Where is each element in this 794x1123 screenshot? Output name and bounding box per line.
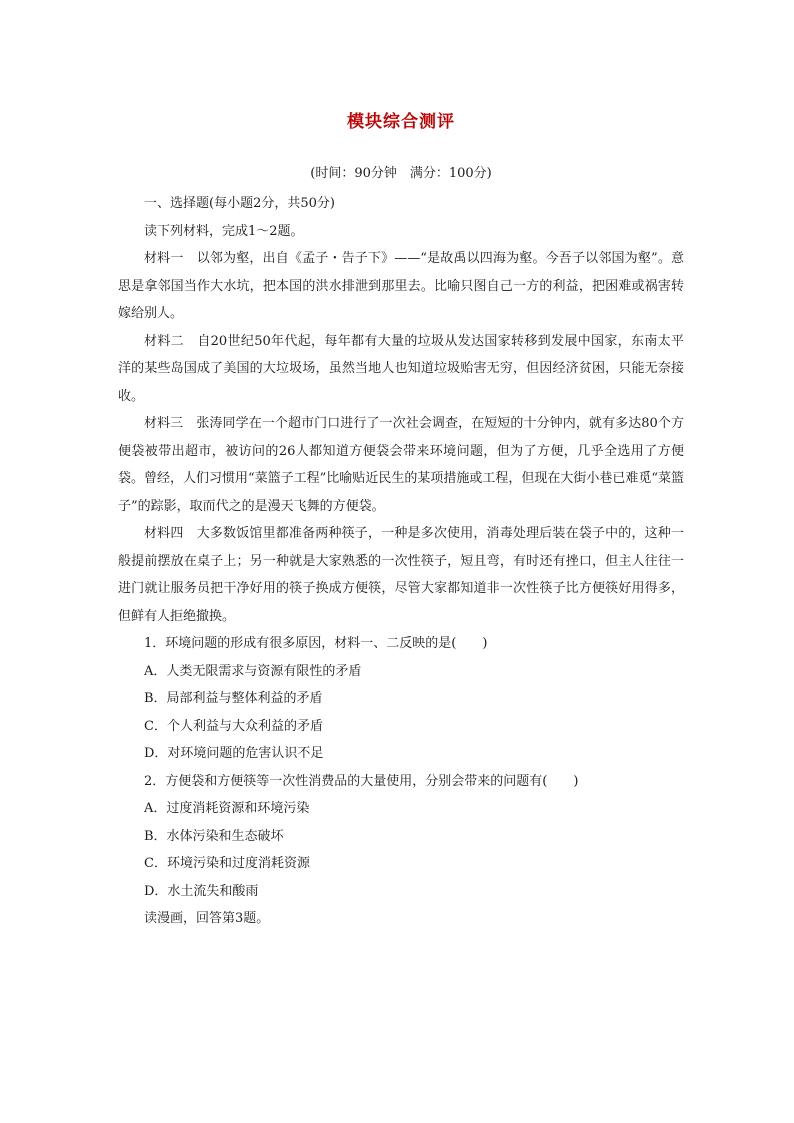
- material-4: 材料四 大多数饭馆里都准备两种筷子，一种是多次使用，消毒处理后装在袋子中的，这种一般提前摆放在桌子上；另一种就是大家熟悉的一次性筷子，短且弯，有时还有挫口，但主人往往一进门就让服务员把干净好用的筷子换成方便筷，尽管大家都知道非一次性筷子比方便筷好用得多，但鲜有人拒绝撤换。: [118, 526, 684, 624]
- material-3: 材料三 张涛同学在一个超市门口进行了一次社会调查，在短短的十分钟内，就有多达80个方便袋被带出超市，被访问的26人都知道方便袋会带来环境问题，但为了方便，几乎全选用了方便袋。曾经，人们习惯用“菜篮子工程”比喻贴近民生的某项措施或工程，但现在大街小巷已难觅“菜篮子”的踪影，取而代之的是漫天飞舞的方便袋。: [118, 416, 684, 514]
- question-1-option-d: D．对环境问题的危害认识不足: [144, 746, 324, 761]
- question-2-option-d: D．水土流失和酸雨: [144, 883, 259, 899]
- question-2-option-b: B．水体污染和生态破坏: [144, 828, 284, 844]
- page-title: 模块综合测评: [347, 112, 455, 132]
- question-1-option-a: A．人类无限需求与资源有限性的矛盾: [144, 663, 362, 679]
- question-2-option-c: C．环境污染和过度消耗资源: [144, 856, 310, 871]
- question-2-option-a: A．过度消耗资源和环境污染: [144, 801, 310, 816]
- instruction-1: 读下列材料，完成1～2题。: [144, 223, 304, 239]
- question-2-stem: 2．方便袋和方便筷等一次性消费品的大量使用，分别会带来的问题有( ): [144, 773, 579, 789]
- instruction-3: 读漫画，回答第3题。: [144, 911, 270, 926]
- material-1: 材料一 以邻为壑，出自《孟子・告子下》——“是故禹以四海为壑。今吾子以邻国为壑”。意思是拿邻国当作大水坑，把本国的洪水排泄到那里去。比喻只图自己一方的利益，把困难或祸害转嫁给别人。: [118, 251, 684, 321]
- material-2: 材料二 自20世纪50年代起，每年都有大量的垃圾从发达国家转移到发展中国家，东南太平洋的某些岛国成了美国的大垃圾场，虽然当地人也知道垃圾贻害无穷，但因经济贫困，只能无奈接收。: [118, 333, 684, 404]
- question-1-option-b: B．局部利益与整体利益的矛盾: [144, 691, 323, 706]
- question-1-option-c: C．个人利益与大众利益的矛盾: [144, 718, 323, 734]
- document-page: [118, 110, 684, 933]
- section-heading: 一、选择题(每小题2分，共50分): [144, 196, 335, 211]
- question-1-stem: 1．环境问题的形成有很多原因，材料一、二反映的是( ): [144, 636, 488, 651]
- exam-meta: (时间：90分钟 满分：100分): [310, 166, 492, 181]
